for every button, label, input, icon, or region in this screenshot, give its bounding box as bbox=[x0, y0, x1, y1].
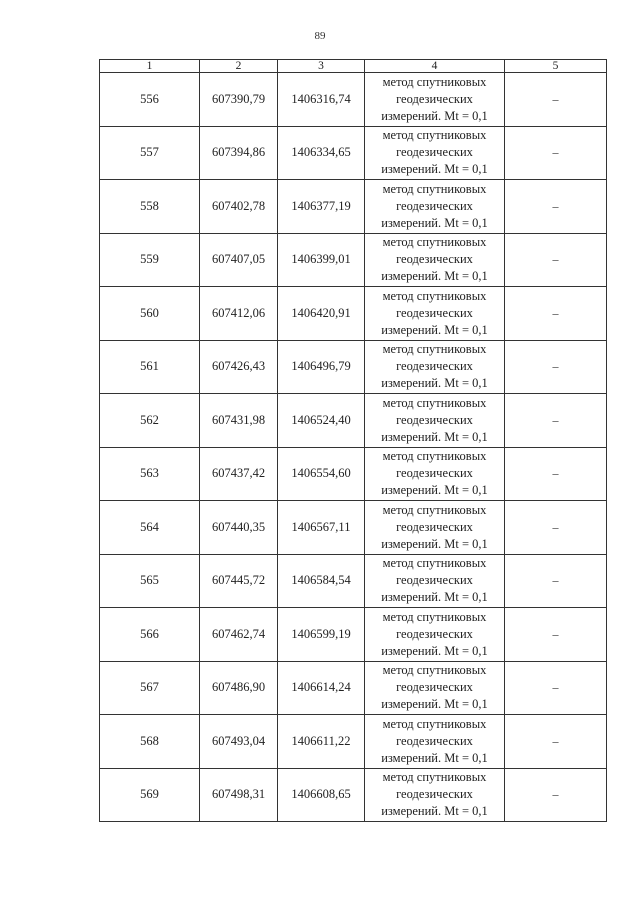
point-number-cell: 560 bbox=[100, 287, 200, 341]
method-line: метод спутниковых bbox=[382, 663, 487, 678]
method-line: измерений. Mt = 0,1 bbox=[381, 590, 488, 605]
point-number-cell: 557 bbox=[100, 126, 200, 180]
column-5-cell: – bbox=[505, 715, 607, 769]
method-line: геодезических bbox=[396, 787, 473, 802]
point-number-cell: 556 bbox=[100, 73, 200, 127]
y-coordinate-cell: 1406567,11 bbox=[278, 501, 365, 555]
method-line: метод спутниковых bbox=[382, 502, 487, 517]
y-coordinate-cell: 1406496,79 bbox=[278, 340, 365, 394]
table-row bbox=[100, 447, 607, 501]
method-line: геодезических bbox=[396, 91, 473, 106]
table-row bbox=[100, 126, 607, 180]
point-number-cell: 569 bbox=[100, 768, 200, 822]
point-number-cell: 563 bbox=[100, 447, 200, 501]
column-5-cell: – bbox=[505, 233, 607, 287]
x-coordinate-cell: 607407,05 bbox=[200, 233, 278, 287]
method-line: метод спутниковых bbox=[382, 342, 487, 357]
method-line: геодезических bbox=[396, 305, 473, 320]
x-coordinate-cell: 607426,43 bbox=[200, 340, 278, 394]
y-coordinate-cell: 1406377,19 bbox=[278, 180, 365, 234]
x-coordinate-cell: 607431,98 bbox=[200, 394, 278, 448]
y-coordinate-cell: 1406614,24 bbox=[278, 661, 365, 715]
method-line: измерений. Mt = 0,1 bbox=[381, 108, 488, 123]
point-number-cell: 558 bbox=[100, 180, 200, 234]
y-coordinate-cell: 1406608,65 bbox=[278, 768, 365, 822]
method-line: измерений. Mt = 0,1 bbox=[381, 643, 488, 658]
table-row bbox=[100, 73, 607, 127]
method-line: метод спутниковых bbox=[382, 395, 487, 410]
header-row bbox=[100, 60, 607, 73]
method-line: геодезических bbox=[396, 145, 473, 160]
method-line: метод спутниковых bbox=[382, 770, 487, 785]
method-cell bbox=[365, 768, 505, 822]
table-row bbox=[100, 287, 607, 341]
x-coordinate-cell: 607412,06 bbox=[200, 287, 278, 341]
column-5-cell: – bbox=[505, 501, 607, 555]
table-body bbox=[100, 73, 607, 822]
method-line: геодезических bbox=[396, 412, 473, 427]
table-row bbox=[100, 661, 607, 715]
method-line: измерений. Mt = 0,1 bbox=[381, 215, 488, 230]
method-line: метод спутниковых bbox=[382, 235, 487, 250]
table-row bbox=[100, 233, 607, 287]
table-row bbox=[100, 554, 607, 608]
x-coordinate-cell: 607440,35 bbox=[200, 501, 278, 555]
method-line: метод спутниковых bbox=[382, 716, 487, 731]
header-col-3: 3 bbox=[278, 60, 365, 73]
method-cell bbox=[365, 394, 505, 448]
method-line: метод спутниковых bbox=[382, 128, 487, 143]
method-cell bbox=[365, 715, 505, 769]
x-coordinate-cell: 607445,72 bbox=[200, 554, 278, 608]
point-number-cell: 568 bbox=[100, 715, 200, 769]
header-col-4: 4 bbox=[365, 60, 505, 73]
x-coordinate-cell: 607493,04 bbox=[200, 715, 278, 769]
method-cell bbox=[365, 501, 505, 555]
method-cell bbox=[365, 608, 505, 662]
method-line: геодезических bbox=[396, 733, 473, 748]
column-5-cell: – bbox=[505, 73, 607, 127]
x-coordinate-cell: 607390,79 bbox=[200, 73, 278, 127]
point-number-cell: 566 bbox=[100, 608, 200, 662]
x-coordinate-cell: 607498,31 bbox=[200, 768, 278, 822]
column-5-cell: – bbox=[505, 608, 607, 662]
method-line: измерений. Mt = 0,1 bbox=[381, 269, 488, 284]
method-line: метод спутниковых bbox=[382, 181, 487, 196]
method-line: геодезических bbox=[396, 252, 473, 267]
x-coordinate-cell: 607402,78 bbox=[200, 180, 278, 234]
y-coordinate-cell: 1406420,91 bbox=[278, 287, 365, 341]
point-number-cell: 567 bbox=[100, 661, 200, 715]
column-5-cell: – bbox=[505, 394, 607, 448]
table-row bbox=[100, 340, 607, 394]
y-coordinate-cell: 1406599,19 bbox=[278, 608, 365, 662]
coordinates-table bbox=[99, 59, 607, 822]
method-cell bbox=[365, 340, 505, 394]
method-line: геодезических bbox=[396, 626, 473, 641]
method-line: измерений. Mt = 0,1 bbox=[381, 804, 488, 819]
method-line: геодезических bbox=[396, 359, 473, 374]
method-line: метод спутниковых bbox=[382, 74, 487, 89]
method-line: геодезических bbox=[396, 198, 473, 213]
column-5-cell: – bbox=[505, 768, 607, 822]
point-number-cell: 561 bbox=[100, 340, 200, 394]
method-cell bbox=[365, 661, 505, 715]
point-number-cell: 564 bbox=[100, 501, 200, 555]
method-cell bbox=[365, 554, 505, 608]
header-col-5: 5 bbox=[505, 60, 607, 73]
x-coordinate-cell: 607462,74 bbox=[200, 608, 278, 662]
table-row bbox=[100, 768, 607, 822]
x-coordinate-cell: 607486,90 bbox=[200, 661, 278, 715]
y-coordinate-cell: 1406554,60 bbox=[278, 447, 365, 501]
method-cell bbox=[365, 126, 505, 180]
x-coordinate-cell: 607437,42 bbox=[200, 447, 278, 501]
table-row bbox=[100, 608, 607, 662]
column-5-cell: – bbox=[505, 287, 607, 341]
y-coordinate-cell: 1406524,40 bbox=[278, 394, 365, 448]
column-5-cell: – bbox=[505, 554, 607, 608]
method-line: измерений. Mt = 0,1 bbox=[381, 429, 488, 444]
method-cell bbox=[365, 447, 505, 501]
point-number-cell: 562 bbox=[100, 394, 200, 448]
y-coordinate-cell: 1406334,65 bbox=[278, 126, 365, 180]
y-coordinate-cell: 1406611,22 bbox=[278, 715, 365, 769]
column-5-cell: – bbox=[505, 126, 607, 180]
header-col-2: 2 bbox=[200, 60, 278, 73]
table-row bbox=[100, 180, 607, 234]
column-5-cell: – bbox=[505, 340, 607, 394]
method-line: измерений. Mt = 0,1 bbox=[381, 697, 488, 712]
point-number-cell: 559 bbox=[100, 233, 200, 287]
method-line: геодезических bbox=[396, 573, 473, 588]
header-col-1: 1 bbox=[100, 60, 200, 73]
method-cell bbox=[365, 73, 505, 127]
method-cell bbox=[365, 233, 505, 287]
method-line: измерений. Mt = 0,1 bbox=[381, 322, 488, 337]
y-coordinate-cell: 1406584,54 bbox=[278, 554, 365, 608]
method-line: измерений. Mt = 0,1 bbox=[381, 536, 488, 551]
table-row bbox=[100, 715, 607, 769]
method-line: метод спутниковых bbox=[382, 556, 487, 571]
table-row bbox=[100, 394, 607, 448]
x-coordinate-cell: 607394,86 bbox=[200, 126, 278, 180]
method-line: метод спутниковых bbox=[382, 609, 487, 624]
method-line: геодезических bbox=[396, 680, 473, 695]
table-row bbox=[100, 501, 607, 555]
column-5-cell: – bbox=[505, 180, 607, 234]
method-cell bbox=[365, 180, 505, 234]
y-coordinate-cell: 1406316,74 bbox=[278, 73, 365, 127]
method-line: измерений. Mt = 0,1 bbox=[381, 483, 488, 498]
page-number: 89 bbox=[314, 30, 326, 42]
method-line: геодезических bbox=[396, 466, 473, 481]
column-5-cell: – bbox=[505, 661, 607, 715]
point-number-cell: 565 bbox=[100, 554, 200, 608]
method-cell bbox=[365, 287, 505, 341]
y-coordinate-cell: 1406399,01 bbox=[278, 233, 365, 287]
method-line: измерений. Mt = 0,1 bbox=[381, 750, 488, 765]
method-line: метод спутниковых bbox=[382, 288, 487, 303]
method-line: измерений. Mt = 0,1 bbox=[381, 376, 488, 391]
method-line: метод спутниковых bbox=[382, 449, 487, 464]
column-5-cell: – bbox=[505, 447, 607, 501]
method-line: измерений. Mt = 0,1 bbox=[381, 162, 488, 177]
method-line: геодезических bbox=[396, 519, 473, 534]
